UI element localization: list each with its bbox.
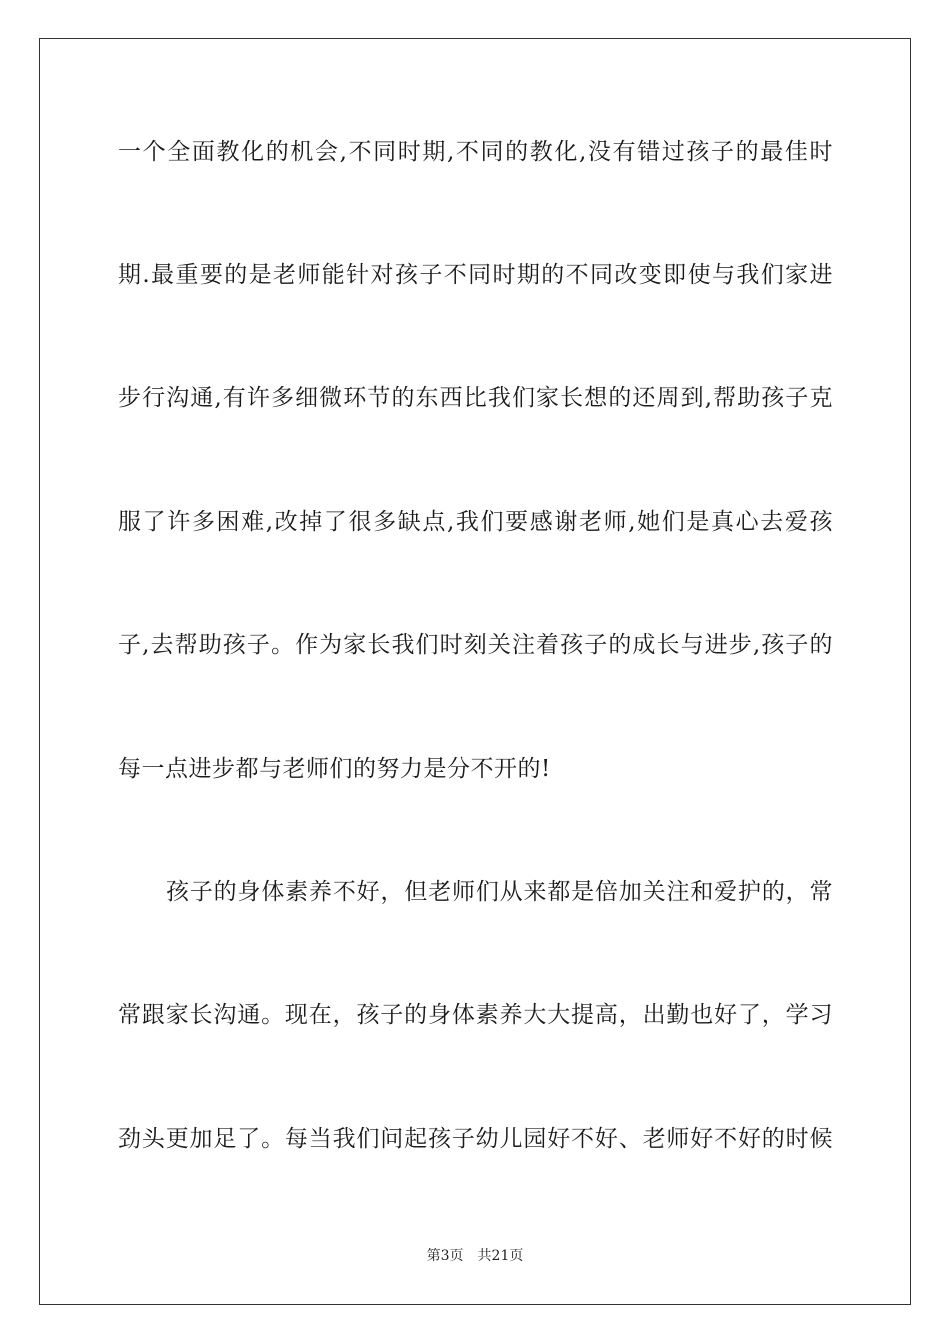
body-text-line-6: 每一点进步都与老师们的努力是分不开的!: [118, 756, 551, 782]
page-total: 共21页: [477, 1248, 524, 1264]
body-text-line-9: 劲头更加足了。每当我们问起孩子幼儿园好不好、老师好不好的时候: [118, 1126, 833, 1152]
page-number: 第3页: [426, 1248, 464, 1264]
body-text-line-4: 服了许多困难,改掉了很多缺点,我们要感谢老师,她们是真心去爱孩: [118, 509, 833, 535]
body-text-line-3: 步行沟通,有许多细微环节的东西比我们家长想的还周到,帮助孩子克: [118, 385, 833, 411]
body-text-line-7: 孩子的身体素养不好，但老师们从来都是倍加关注和爱护的，常: [166, 879, 833, 905]
body-text-line-8: 常跟家长沟通。现在，孩子的身体素养大大提高，出勤也好了，学习: [118, 1002, 833, 1028]
page-border: [39, 38, 911, 1305]
page-footer: [0, 1247, 950, 1265]
body-text-line-2: 期.最重要的是老师能针对孩子不同时期的不同改变即使与我们家进: [118, 262, 833, 288]
body-text-line-5: 子,去帮助孩子。作为家长我们时刻关注着孩子的成长与进步,孩子的: [118, 632, 833, 658]
body-text-line-1: 一个全面教化的机会,不同时期,不同的教化,没有错过孩子的最佳时: [118, 139, 833, 165]
